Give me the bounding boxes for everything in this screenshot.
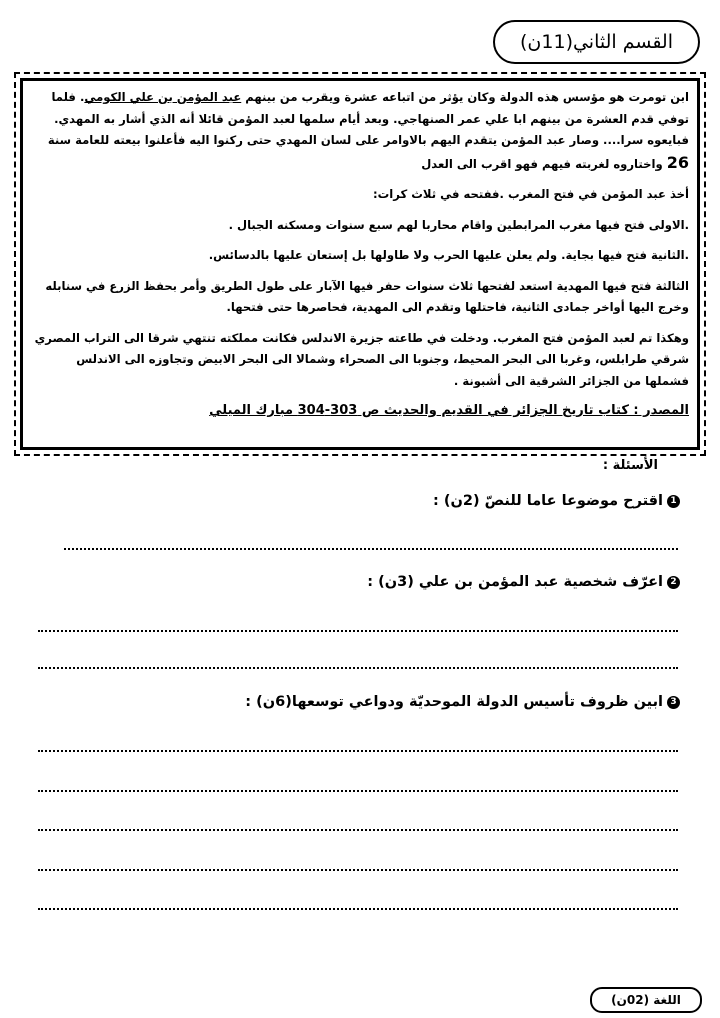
reading-text bbox=[20, 78, 700, 450]
source-citation: المصدر : كتاب تاريخ الجزائر في القديم والحديث ص 303-304 مبارك الميلي bbox=[209, 403, 689, 418]
paragraph-5: الثالثة فتح فيها المهدية استعد لفتحها ثلاث سنوات حفر فيها الآبار على طول الطريق وأمر بحفظ الزرع في سنابله وخرج اليها أواخر جمادى الثانية، فاحتلها وتقدم الى المهدية، فحاصرها حتى فتحها. bbox=[45, 278, 689, 314]
question-1-number: 1 bbox=[667, 495, 680, 508]
paragraph-1: ابن تومرت هو مؤسس هذه الدولة وكان يؤثر من اتباعه عشرة ويقرب من بينهم عبد المؤمن بن علي الكومي. فلما توفي قدم العشرة من بينهم ابا علي عمر الصنهاجي. وبعد أيام سلمها لعبد المؤمن قائلا أنه الذي أشار به المهدي. فبايعوه سرا.... وصار عبد المؤمن يتقدم اليهم بالاوامر على لسان المهدي حتى ركنوا اليه فأعلنوا بيعته للعامة سنة 26 واختاروه لغربته فيهم فهو اقرب الى العدل bbox=[47, 90, 689, 172]
answer-line-2[interactable] bbox=[38, 630, 678, 632]
answer-line-5[interactable] bbox=[38, 790, 678, 792]
paragraph-6: وهكذا تم لعبد المؤمن فتح المغرب. ودخلت في طاعته جزيرة الاندلس فكانت مملكته تنتهي شرقا الى التراب المصري شرقي طرابلس، وغربا الى البحر المحيط، وجنوبا الى الصحراء وشمالا الى البحر الابيض وتجاوزه الى الاندلس فشملها من الجزائر الشرقية الى أشبونة . bbox=[34, 330, 689, 388]
section-title bbox=[493, 20, 700, 64]
question-3: 3ابين ظروف تأسيس الدولة الموحديّة ودواعي توسعها(6ن) : bbox=[245, 694, 680, 710]
paragraph-4: .الثانية فتح فيها بجاية. ولم يعلن عليها الحرب ولا طاولها بل إستعان عليها بالدسائس. bbox=[208, 248, 689, 262]
question-2: 2اعرّف شخصية عبد المؤمن بن علي (3ن) : bbox=[367, 574, 680, 590]
answer-line-7[interactable] bbox=[38, 869, 678, 871]
year-number: 26 bbox=[666, 152, 689, 172]
language-score-text: اللغة (02ن) bbox=[611, 993, 681, 1007]
name-underlined: عبد المؤمن بن علي الكومي bbox=[84, 90, 242, 104]
paragraph-3: .الاولى فتح فيها مغرب المرابطين واقام محاربا لهم سبع سنوات ومسكنه الجبال . bbox=[228, 217, 689, 232]
answer-line-1[interactable] bbox=[64, 548, 678, 550]
language-score-box bbox=[590, 987, 702, 1013]
questions-heading: الأسئلة : bbox=[602, 458, 658, 473]
section-title-text: القسم الثاني(11ن) bbox=[520, 31, 674, 53]
answer-line-3[interactable] bbox=[38, 667, 678, 669]
question-1: 1اقترح موضوعا عاما للنصّ (2ن) : bbox=[433, 493, 680, 509]
paragraph-2: أخذ عبد المؤمن في فتح المغرب .ففتحه في ثلاث كرات: bbox=[373, 187, 689, 201]
question-2-number: 2 bbox=[667, 576, 680, 589]
answer-line-6[interactable] bbox=[38, 829, 678, 831]
question-3-number: 3 bbox=[667, 696, 680, 709]
answer-line-4[interactable] bbox=[38, 750, 678, 752]
answer-line-8[interactable] bbox=[38, 908, 678, 910]
